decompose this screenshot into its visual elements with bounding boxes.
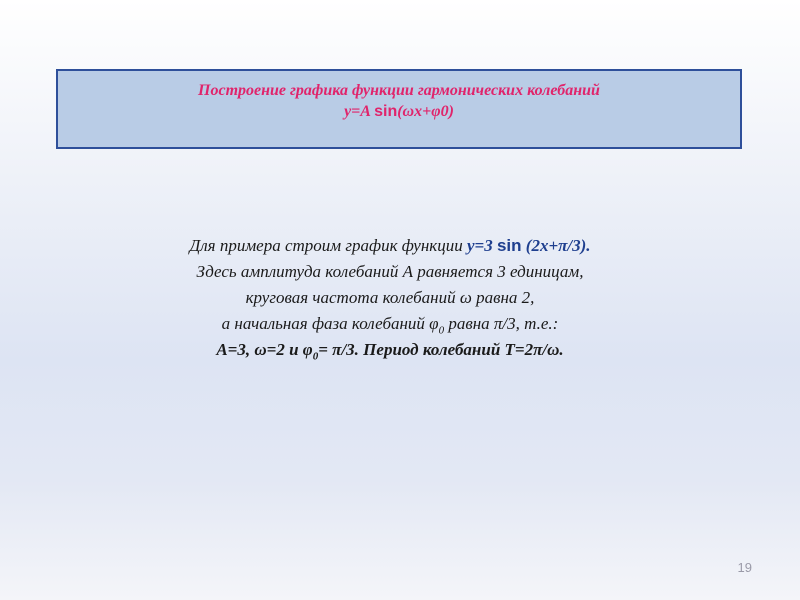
- title-box: [56, 69, 742, 149]
- body-line-3: круговая частота колебаний ω равна 2,: [245, 288, 535, 307]
- body-line-4: [90, 311, 690, 337]
- example-formula-sin: sin: [496, 236, 522, 255]
- title-line-2: [58, 101, 740, 122]
- example-formula-suffix: (2х+π/3).: [521, 236, 591, 255]
- phase-subscript: 0: [438, 324, 445, 337]
- body-line-5-part2: = π/3. Период колебаний Т=2π/ω.: [318, 340, 564, 359]
- example-formula-prefix: у=3: [466, 236, 497, 255]
- phase-subscript-bold: 0: [312, 350, 319, 363]
- page-number: 19: [737, 560, 752, 575]
- title-formula-prefix: y=A: [344, 103, 375, 120]
- example-formula: [467, 236, 591, 255]
- body-line-1: [90, 233, 690, 259]
- body-line-5: [90, 337, 690, 363]
- title-line-1: Построение графика функции гармонических колебаний: [198, 82, 600, 99]
- body-text: [90, 233, 690, 363]
- body-line-4-after: равна π/3, т.е.:: [444, 314, 559, 333]
- title-formula-sin: sin: [374, 103, 398, 120]
- body-line-4-before: а начальная фаза колебаний φ: [221, 314, 439, 333]
- body-line-5-part1: А=3, ω=2 и φ: [216, 340, 313, 359]
- body-line-2: Здесь амплитуда колебаний А равняется 3 единицам,: [196, 262, 584, 281]
- body-line-1-text: Для примера строим график функции: [189, 236, 467, 255]
- title-formula-suffix: (ωx+φ0): [397, 103, 454, 120]
